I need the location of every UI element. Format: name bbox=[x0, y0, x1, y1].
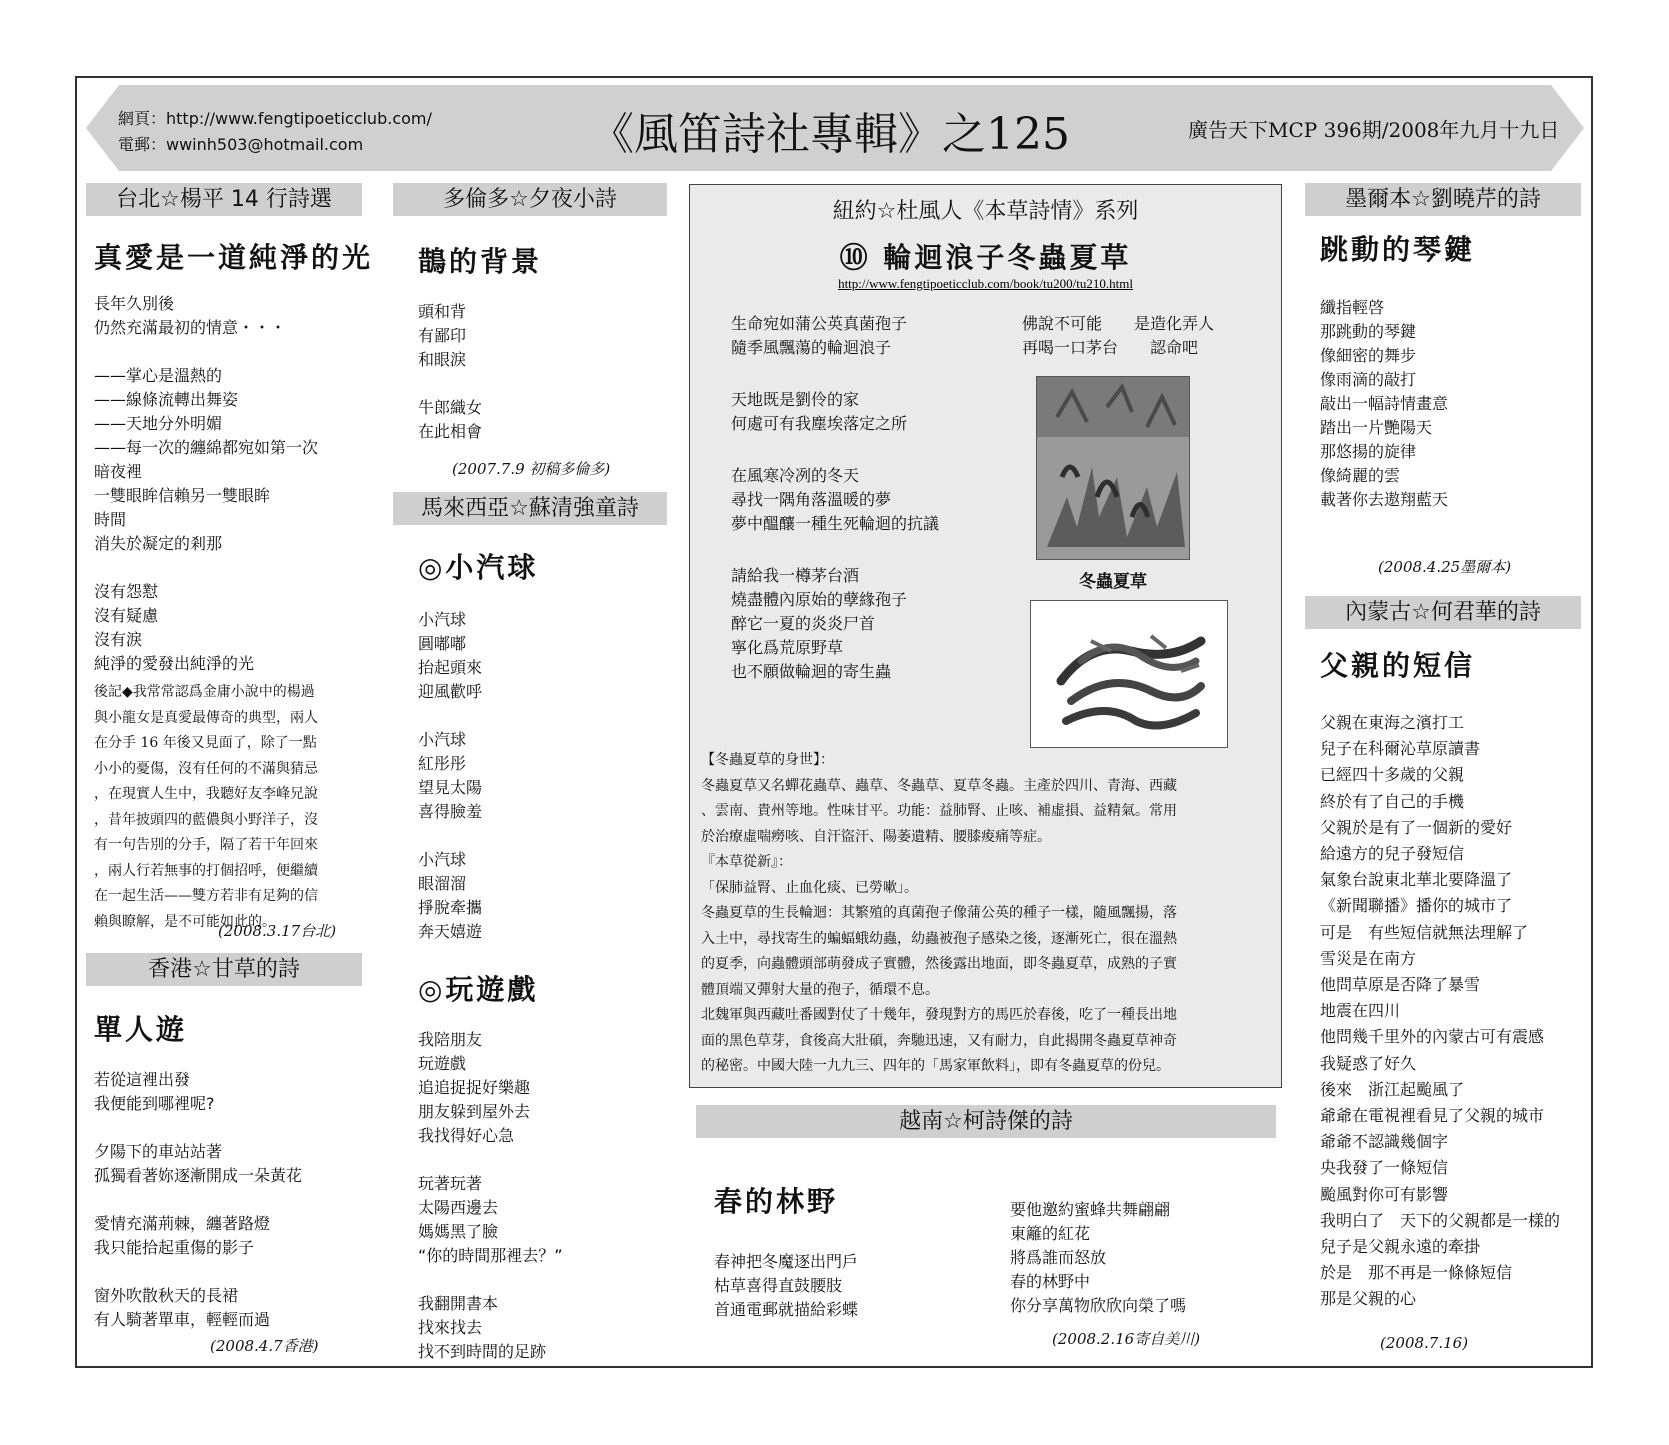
poem-line: 像細密的舞步 bbox=[1320, 346, 1417, 365]
postscript-line: 在分手 16 年後又見面了，除了一點 bbox=[94, 735, 317, 751]
poem-line: 我陪朋友 bbox=[418, 1030, 483, 1049]
poem-spring-forest-left bbox=[714, 1250, 994, 1322]
poem-line: 追追捉捉好樂趣 bbox=[418, 1078, 531, 1097]
poem-line: 要他邀約蜜蜂共舞翩翩 bbox=[1010, 1200, 1171, 1219]
poem-line: 小汽球 bbox=[418, 610, 467, 629]
poem-line: 玩著玩著 bbox=[418, 1174, 483, 1193]
date-note: (2008.4.25墨爾本) bbox=[1378, 558, 1512, 576]
poem-piano-keys bbox=[1320, 296, 1580, 512]
poem-line: 孤獨看著妳逐漸開成一朵黃花 bbox=[94, 1166, 303, 1185]
date-note: (2008.3.17台北) bbox=[218, 922, 337, 940]
poem-line: 頭和背 bbox=[418, 302, 467, 321]
poem-line: 找來找去 bbox=[418, 1318, 483, 1337]
email-text: 電郵：wwinh503@hotmail.com bbox=[118, 135, 364, 154]
poem-line: 爺爺在電視裡看見了父親的城市 bbox=[1320, 1106, 1545, 1126]
postscript-line: ，在現實人生中，我聽好友李峰兄說 bbox=[94, 786, 318, 802]
poem-line: 找不到時間的足跡 bbox=[418, 1342, 547, 1361]
poem-line: 迎風歡呼 bbox=[418, 682, 483, 701]
poem-line: 首通電郵就描給彩蝶 bbox=[714, 1300, 859, 1319]
poem-line: 奔天嬉遊 bbox=[418, 922, 483, 941]
prose-line: 冬蟲夏草又名蟬花蟲草、蟲草、冬蟲草、夏草冬蟲。主產於四川、青海、西藏 bbox=[701, 777, 1177, 794]
section-header-taipei: 台北☆楊平 14 行詩選 bbox=[86, 183, 362, 216]
poem-title-balloon: ◎小汽球 bbox=[418, 551, 539, 584]
feature-title: ⑩ 輪迴浪子冬蟲夏草 bbox=[839, 241, 1132, 274]
poem-line: 媽媽黑了臉 bbox=[418, 1222, 499, 1241]
poem-line: 時間 bbox=[94, 510, 127, 529]
cordyceps-field-photo bbox=[1036, 376, 1190, 560]
postscript-line: 賴與瞭解，是不可能如此的。 bbox=[94, 913, 276, 930]
poem-line: 隨季風飄蕩的輪迴浪子 bbox=[731, 338, 892, 357]
poem-line: 抬起頭來 bbox=[418, 658, 483, 677]
poem-line: 雪災是在南方 bbox=[1320, 948, 1417, 968]
poem-line: 小汽球 bbox=[418, 850, 467, 869]
poem-line: 我疑惑了好久 bbox=[1320, 1053, 1417, 1073]
poem-fathers-sms bbox=[1320, 710, 1585, 1313]
poem-line: 央我發了一條短信 bbox=[1320, 1158, 1449, 1178]
poem-line: 踏出一片艷陽天 bbox=[1320, 418, 1433, 437]
prose-line: 冬蟲夏草的生長輪迴：其繁殖的真菌孢子像蒲公英的種子一樣，隨風飄揚，落 bbox=[701, 905, 1177, 921]
poem-line: 請給我一樽茅台酒 bbox=[731, 566, 860, 585]
poem-line: 掙脫牽攜 bbox=[418, 898, 483, 917]
specimen-photo-drawing bbox=[1031, 601, 1227, 747]
poem-line: 牛郎織女 bbox=[418, 398, 483, 417]
poem-title-true-love: 真愛是一道純淨的光 bbox=[94, 241, 374, 274]
poem-line: 沒有疑慮 bbox=[94, 606, 159, 625]
poem-line: 和眼淚 bbox=[418, 350, 467, 369]
poem-line: 東籬的紅花 bbox=[1010, 1224, 1091, 1243]
poem-title-magpie: 鵲的背景 bbox=[418, 245, 543, 278]
poem-line: 小汽球 bbox=[418, 730, 467, 749]
postscript-line: 小小的憂傷，沒有任何的不滿與猜忌 bbox=[94, 760, 318, 777]
poem-line: 愛情充滿荊棘，纏著路燈 bbox=[94, 1214, 271, 1233]
poem-line: 兒子在科爾沁草原讀書 bbox=[1320, 739, 1481, 759]
cordyceps-specimen-photo bbox=[1030, 600, 1228, 748]
section-header-hongkong: 香港☆甘草的詩 bbox=[86, 953, 362, 986]
poem-line: ——天地分外明媚 bbox=[94, 414, 223, 433]
poem-title-game: ◎玩遊戲 bbox=[418, 973, 539, 1006]
feature-prose bbox=[701, 748, 1281, 1080]
website-text: 網頁：http://www.fengtipoeticclub.com/ bbox=[118, 109, 432, 128]
poem-line: 夕陽下的車站站著 bbox=[94, 1142, 223, 1161]
date-note: (2008.2.16寄自美川) bbox=[1052, 1330, 1201, 1348]
date-note: (2008.4.7香港) bbox=[210, 1337, 319, 1355]
poem-line: 夢中醞釀一種生死輪迴的抗議 bbox=[731, 514, 940, 533]
poem-line: 再喝一口茅台 認命吧 bbox=[1022, 338, 1199, 357]
poem-line: 像綺麗的雲 bbox=[1320, 466, 1401, 485]
postscript-line: ，昔年披頭四的藍儂與小野洋子，沒 bbox=[94, 811, 318, 828]
poem-line: 纖指輕啓 bbox=[1320, 298, 1385, 317]
poem-line: 你分享萬物欣欣向榮了嗎 bbox=[1010, 1296, 1187, 1315]
poem-line: 敲出一幅詩情畫意 bbox=[1320, 394, 1449, 413]
poem-line: 生命宛如蒲公英真菌孢子 bbox=[731, 314, 908, 333]
prose-line: 的秘密。中國大陸一九九三、四年的「馬家軍飲料」，即有冬蟲夏草的份兒。 bbox=[701, 1058, 1170, 1074]
poem-line: 燒盡體內原始的孽緣孢子 bbox=[731, 590, 908, 609]
feature-series: 紐約☆杜風人《本草詩情》系列 bbox=[832, 199, 1139, 224]
poem-line: 望見太陽 bbox=[418, 778, 483, 797]
poem-title-piano-keys: 跳動的琴鍵 bbox=[1320, 233, 1476, 266]
prose-line: 入土中，尋找寄生的蝙蝠蛾幼蟲，幼蟲被孢子感染之後，逐漸死亡，很在溫熱 bbox=[701, 930, 1177, 947]
poem-line: 那是父親的心 bbox=[1320, 1289, 1417, 1309]
poem-line: 仍然充滿最初的情意・・・ bbox=[94, 318, 287, 337]
poem-line: 何處可有我塵埃落定之所 bbox=[731, 414, 908, 433]
poem-solo-trip bbox=[94, 1068, 364, 1332]
poem-line: “你的時間那裡去？” bbox=[418, 1246, 563, 1265]
date-note: (2008.7.16) bbox=[1380, 1334, 1469, 1352]
prose-line: 於治療虛喘癆咳、自汗盜汗、陽萎遺精、腰膝痠痛等症。 bbox=[701, 828, 1051, 845]
poem-line: 太陽西邊去 bbox=[418, 1198, 499, 1217]
poem-line: 颱風對你可有影響 bbox=[1320, 1184, 1449, 1204]
poem-line: 後來 浙江起颱風了 bbox=[1320, 1079, 1465, 1099]
poem-line: 父親在東海之濱打工 bbox=[1320, 713, 1465, 732]
poem-line: 他問草原是否降了暴雪 bbox=[1320, 975, 1481, 995]
poem-line: 枯草喜得直鼓腰肢 bbox=[714, 1276, 843, 1295]
feature-url-link[interactable]: http://www.fengtipoeticclub.com/book/tu200/tu210.html bbox=[838, 276, 1133, 291]
poem-cordyceps bbox=[731, 312, 1031, 684]
poem-line: 在此相會 bbox=[418, 422, 483, 441]
poem-line: 若從這裡出發 bbox=[94, 1070, 191, 1089]
section-header-vietnam: 越南☆柯詩傑的詩 bbox=[696, 1105, 1276, 1138]
poem-line: 那跳動的琴鍵 bbox=[1320, 322, 1417, 341]
poem-line: 尋找一隅角落溫暖的夢 bbox=[731, 490, 892, 509]
poem-line: 那悠揚的旋律 bbox=[1320, 442, 1417, 461]
poem-line: 沒有怨懟 bbox=[94, 582, 159, 601]
poem-line: 他問幾千里外的內蒙古可有震感 bbox=[1320, 1027, 1545, 1047]
poem-line: 我找得好心急 bbox=[418, 1126, 515, 1145]
poem-line: 兒子是父親永遠的牽掛 bbox=[1320, 1237, 1481, 1257]
poem-line: 消失於凝定的剎那 bbox=[94, 534, 223, 553]
poem-line: 沒有淚 bbox=[94, 630, 143, 649]
poem-line: 窗外吹散秋天的長裙 bbox=[94, 1286, 239, 1305]
poem-line: 載著你去遨翔藍天 bbox=[1320, 490, 1449, 509]
prose-line: 面的黑色草芽，食後高大壯碩，奔馳迅速，又有耐力，自此揭開冬蟲夏草神奇 bbox=[701, 1032, 1177, 1049]
poem-line: 佛說不可能 是造化弄人 bbox=[1022, 314, 1215, 333]
poem-line: 喜得臉羞 bbox=[418, 802, 483, 821]
poem-line: 在風寒冷冽的冬天 bbox=[731, 466, 860, 485]
poem-line: 玩遊戲 bbox=[418, 1054, 467, 1073]
poem-line: 爺爺不認識幾個字 bbox=[1320, 1132, 1449, 1152]
poem-line: 暗夜裡 bbox=[94, 462, 143, 481]
poem-line: 天地既是劉伶的家 bbox=[731, 390, 860, 409]
banner-title: 《風笛詩社專輯》之125 bbox=[590, 109, 1070, 160]
field-photo-texture bbox=[1037, 377, 1189, 559]
postscript-line: ，兩人行若無事的打個招呼，便繼續 bbox=[94, 862, 318, 879]
poem-line: 給遠方的兒子發短信 bbox=[1320, 844, 1465, 864]
poem-line: ——線條流轉出舞姿 bbox=[94, 390, 239, 409]
poem-line: 於是 那不再是一條條短信 bbox=[1320, 1263, 1513, 1283]
postscript bbox=[94, 680, 364, 935]
poem-line: 已經四十多歲的父親 bbox=[1320, 765, 1465, 785]
poem-line: 眼溜溜 bbox=[418, 874, 467, 893]
poem-line: 終於有了自己的手機 bbox=[1320, 791, 1465, 811]
prose-line: 體頂端又彈射大量的孢子，循環不息。 bbox=[701, 981, 939, 998]
poem-line: 有人騎著單車，輕輕而過 bbox=[94, 1310, 271, 1329]
section-header-malaysia: 馬來西亞☆蘇清強童詩 bbox=[393, 492, 667, 525]
poem-line: 也不願做輪迴的寄生蟲 bbox=[731, 662, 892, 681]
poem-title-spring-forest: 春的林野 bbox=[714, 1185, 839, 1218]
prose-line: 【冬蟲夏草的身世】： bbox=[701, 752, 834, 768]
poem-line: 純淨的愛發出純淨的光 bbox=[94, 654, 255, 673]
poem-cordyceps-side bbox=[1022, 312, 1272, 360]
postscript-line: 有一句告別的分手，隔了若干年回來 bbox=[94, 837, 318, 853]
poem-line: 氣象台說東北華北要降溫了 bbox=[1320, 870, 1513, 890]
poem-line: 長年久別後 bbox=[94, 294, 175, 313]
poem-line: 將爲誰而怒放 bbox=[1010, 1248, 1107, 1267]
date-note: (2007.7.9 初稿多倫多) bbox=[452, 460, 611, 478]
poem-spring-forest-right bbox=[1010, 1198, 1280, 1318]
poem-title-solo-trip: 單人遊 bbox=[94, 1013, 188, 1046]
prose-line: 「保肺益腎、止血化痰、已勞嗽」。 bbox=[701, 879, 918, 896]
poem-line: ——每一次的纏綿都宛如第一次 bbox=[94, 438, 319, 457]
poem-line: 我明白了 天下的父親都是一樣的 bbox=[1320, 1210, 1561, 1230]
poem-line: 朋友躲到屋外去 bbox=[418, 1102, 531, 1121]
poem-line: 地震在四川 bbox=[1320, 1001, 1401, 1021]
postscript-line: 後記◆我常常認爲金庸小說中的楊過 bbox=[94, 684, 315, 700]
poem-line: 我只能拾起重傷的影子 bbox=[94, 1238, 255, 1257]
poem-line: 紅彤彤 bbox=[418, 754, 467, 773]
poem-magpie bbox=[418, 300, 658, 444]
poem-line: 醉它一夏的炎炎尸首 bbox=[731, 614, 876, 633]
poem-balloon bbox=[418, 608, 658, 944]
prose-line: 『本草從新』： bbox=[701, 854, 792, 870]
poem-true-love bbox=[94, 292, 364, 676]
section-header-inner-mongolia: 內蒙古☆何君華的詩 bbox=[1305, 596, 1581, 629]
poem-line: 我便能到哪裡呢? bbox=[94, 1094, 215, 1113]
poem-game bbox=[418, 1028, 668, 1364]
section-header-melbourne: 墨爾本☆劉曉芹的詩 bbox=[1305, 183, 1581, 216]
poem-line: 有鄙印 bbox=[418, 326, 467, 345]
banner-contact bbox=[118, 106, 432, 158]
prose-line: 的夏季，向蟲體頭部萌發成子實體，然後露出地面，即冬蟲夏草，成熟的子實 bbox=[701, 956, 1177, 972]
poem-line: 我翻開書本 bbox=[418, 1294, 499, 1313]
poem-line: 父親於是有了一個新的愛好 bbox=[1320, 817, 1513, 837]
poem-line: 圓嘟嘟 bbox=[418, 634, 467, 653]
poem-line: 春的林野中 bbox=[1010, 1272, 1091, 1291]
poem-line: 一雙眼眸信賴另一雙眼眸 bbox=[94, 486, 271, 505]
poem-line: 像雨滴的敲打 bbox=[1320, 370, 1417, 389]
section-header-toronto: 多倫多☆夕夜小詩 bbox=[393, 183, 667, 216]
issue-info: 廣告天下MCP 396期/2008年九月十九日 bbox=[1188, 118, 1560, 142]
poem-line: ——掌心是溫熱的 bbox=[94, 366, 223, 385]
photo-caption: 冬蟲夏草 bbox=[1079, 572, 1147, 592]
postscript-line: 與小龍女是真愛最傳奇的典型，兩人 bbox=[94, 709, 318, 726]
poem-line: 春神把冬魔逐出門戶 bbox=[714, 1252, 859, 1271]
postscript-line: 在一起生活——雙方若非有足夠的信 bbox=[94, 888, 318, 904]
poem-line: 寧化爲荒原野草 bbox=[731, 638, 844, 657]
poem-line: 《新聞聯播》播你的城市了 bbox=[1320, 896, 1513, 916]
prose-line: 、雲南、貴州等地。性味甘平。功能：益肺腎、止咳、補虛損、益精氣。常用 bbox=[701, 803, 1177, 819]
poem-title-fathers-sms: 父親的短信 bbox=[1320, 649, 1476, 682]
poem-line: 可是 有些短信就無法理解了 bbox=[1320, 922, 1529, 942]
prose-line: 北魏軍與西藏吐番國對仗了十幾年，發現對方的馬匹於春後，吃了一種長出地 bbox=[701, 1007, 1177, 1023]
